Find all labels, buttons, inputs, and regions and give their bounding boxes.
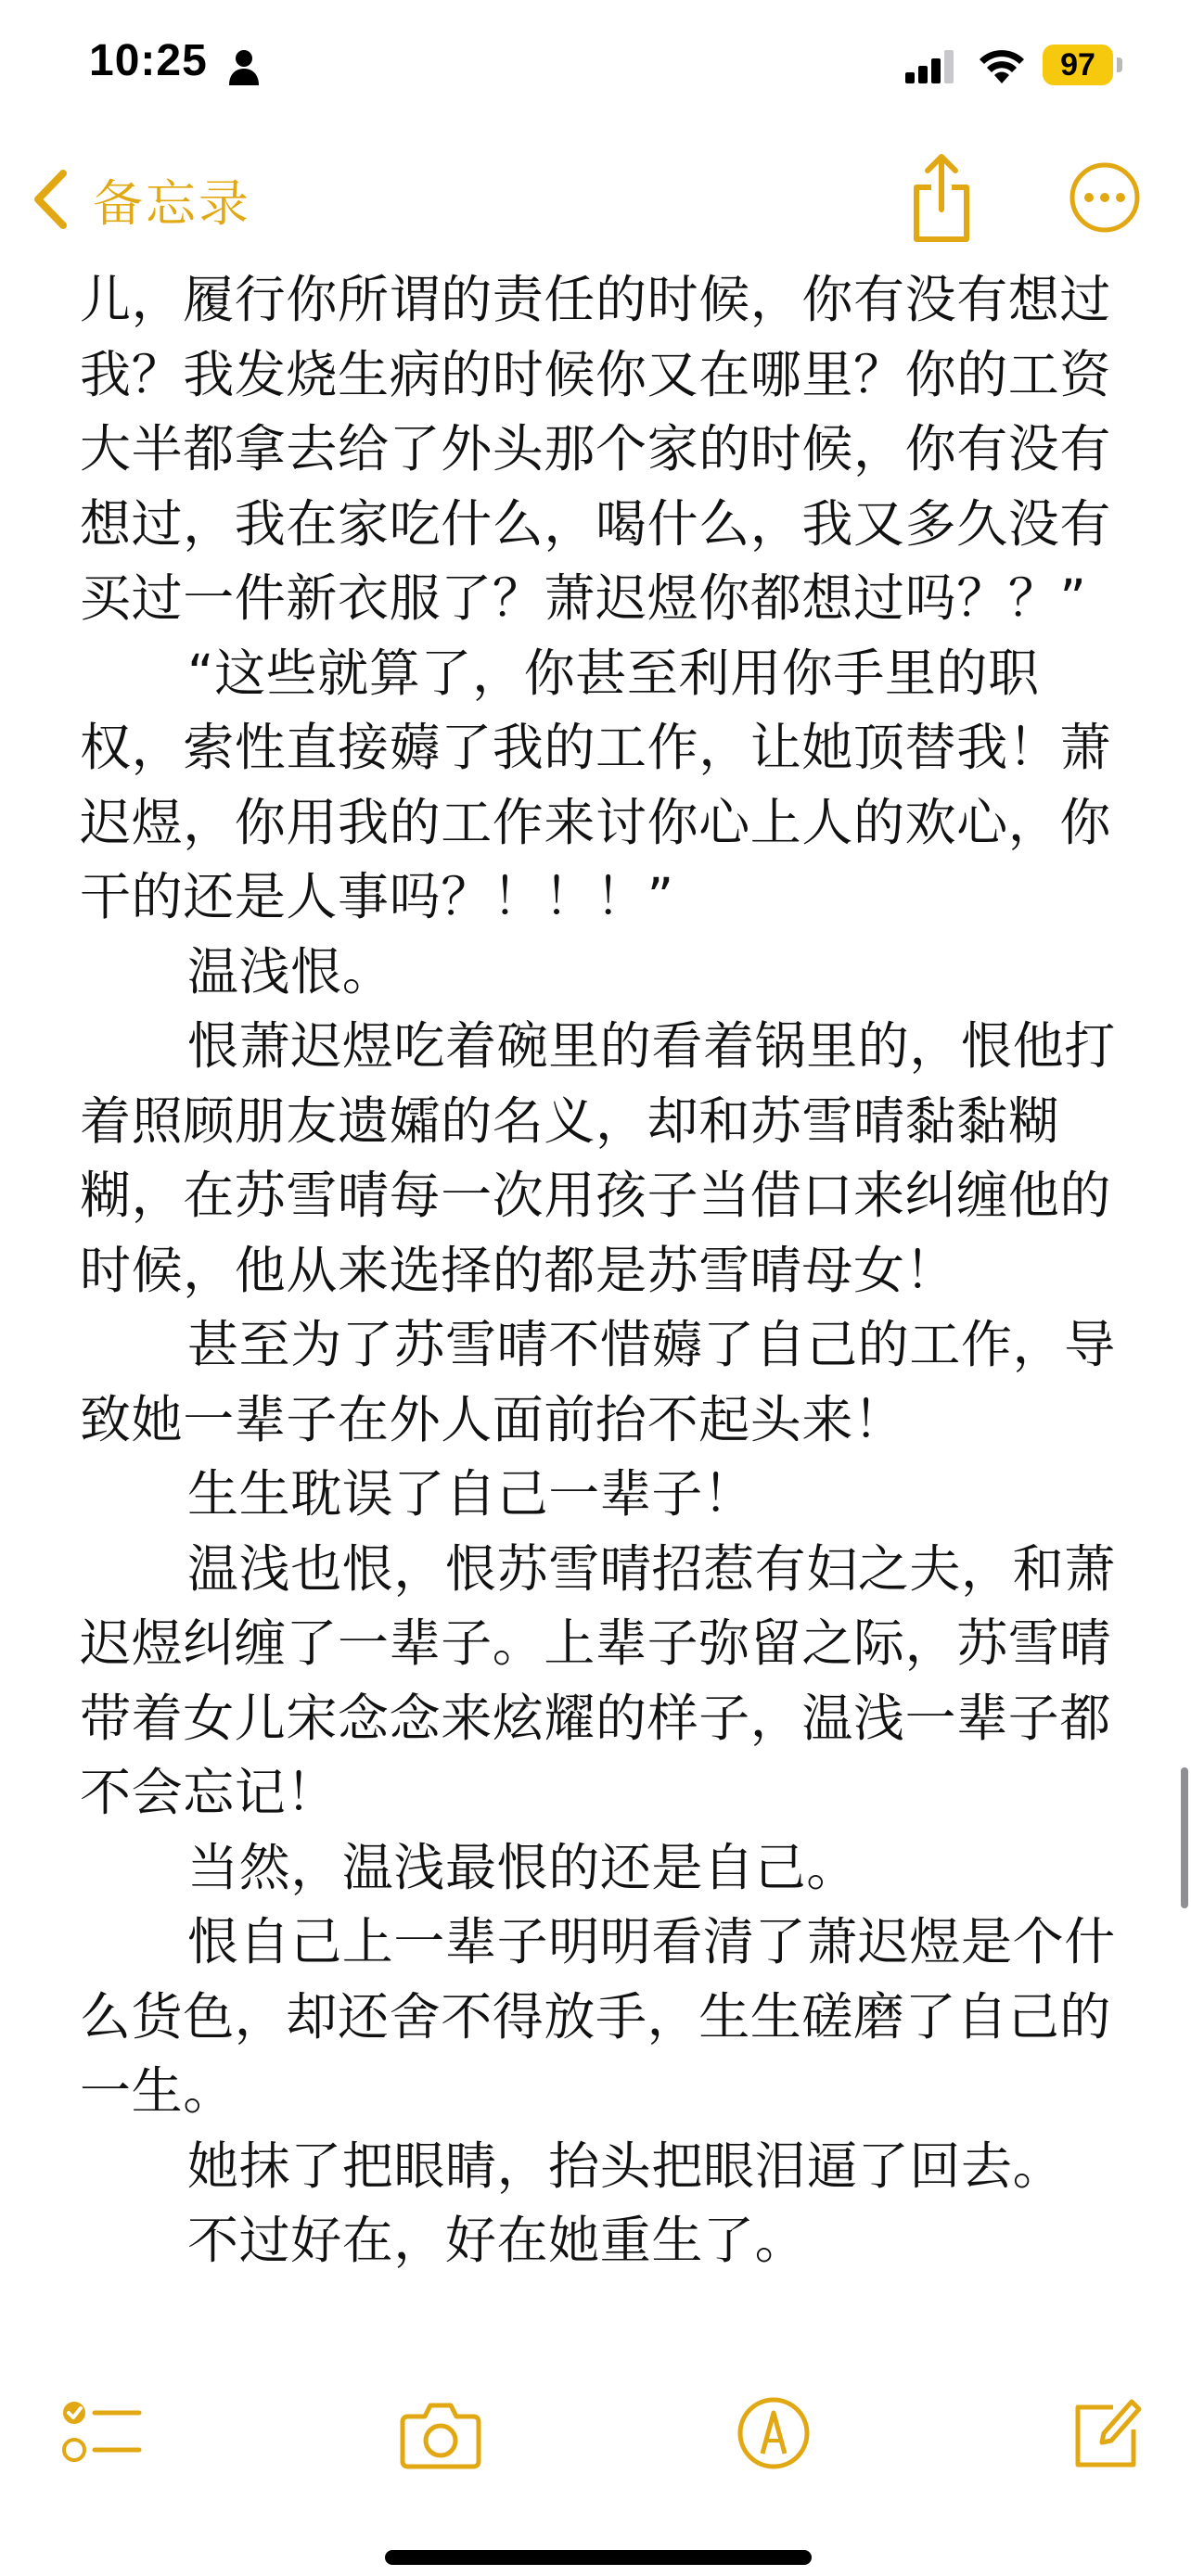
markup-icon[interactable]: [736, 2392, 811, 2476]
note-paragraph: 恨萧迟煜吃着碗里的看着锅里的，恨他打着照顾朋友遗孀的名义，却和苏雪晴黏黏糊糊，在苏雪晴每一次用孩子当借口来纠缠他的时候，他从来选择的都是苏雪晴母女！: [80, 1016, 1116, 1300]
status-bar: [0, 0, 1191, 139]
back-button[interactable]: [32, 158, 251, 241]
checklist-icon[interactable]: [61, 2392, 143, 2476]
note-paragraph: “这些就算了，你甚至利用你手里的职权，索性直接薅了我的工作，让她顶替我！萧迟煜，你用我的工作来讨你心上人的欢心，你干的还是人事吗？！！！”: [80, 643, 1112, 926]
camera-icon[interactable]: [399, 2392, 482, 2476]
signal-icon: [905, 50, 955, 83]
status-time: 10:25: [89, 36, 208, 85]
note-paragraph: 不过好在，好在她重生了。: [187, 2211, 807, 2270]
back-label: 备忘录: [93, 173, 251, 233]
note-paragraph: 当然，温浅最恨的还是自己。: [187, 1837, 858, 1897]
note-paragraph: 儿，履行你所谓的责任的时候，你有没有想过我？我发烧生病的时候你又在哪里？你的工资大半都拿去给了外头那个家的时候，你有没有想过，我在家吃什么，喝什么，我又多久没有买过一件新衣服了？萧迟煜你都想过吗？？”: [80, 270, 1112, 628]
scroll-indicator[interactable]: [1181, 1767, 1188, 1908]
battery-tip: [1117, 57, 1122, 72]
battery-icon: 97: [1043, 45, 1113, 85]
note-paragraph: 温浅也恨，恨苏雪晴招惹有妇之夫，和萧迟煜纠缠了一辈子。上辈子弥留之际，苏雪晴带着女儿宋念念来炫耀的样子，温浅一辈子都不会忘记！: [80, 1538, 1116, 1822]
note-paragraph: 她抹了把眼睛，抬头把眼泪逼了回去。: [187, 2136, 1065, 2196]
wifi-icon: [978, 46, 1026, 83]
more-icon[interactable]: [1069, 161, 1141, 234]
note-paragraph: 温浅恨。: [187, 941, 394, 1001]
chevron-left-icon: [32, 169, 69, 230]
bottom-toolbar: [0, 2378, 1191, 2576]
note-paragraph: 生生耽误了自己一辈子！: [187, 1464, 755, 1524]
home-indicator[interactable]: [385, 2550, 812, 2565]
share-icon[interactable]: [909, 152, 974, 245]
note-paragraph: 甚至为了苏雪晴不惜薅了自己的工作，导致她一辈子在外人面前抬不起头来！: [80, 1315, 1116, 1449]
compose-icon[interactable]: [1069, 2392, 1143, 2476]
note-body[interactable]: [80, 262, 1128, 2278]
note-paragraph: 恨自己上一辈子明明看清了萧迟煜是个什么货色，却还舍不得放手，生生磋磨了自己的一生。: [80, 1912, 1116, 2121]
person-icon: [228, 48, 260, 85]
nav-bar: [0, 139, 1191, 260]
